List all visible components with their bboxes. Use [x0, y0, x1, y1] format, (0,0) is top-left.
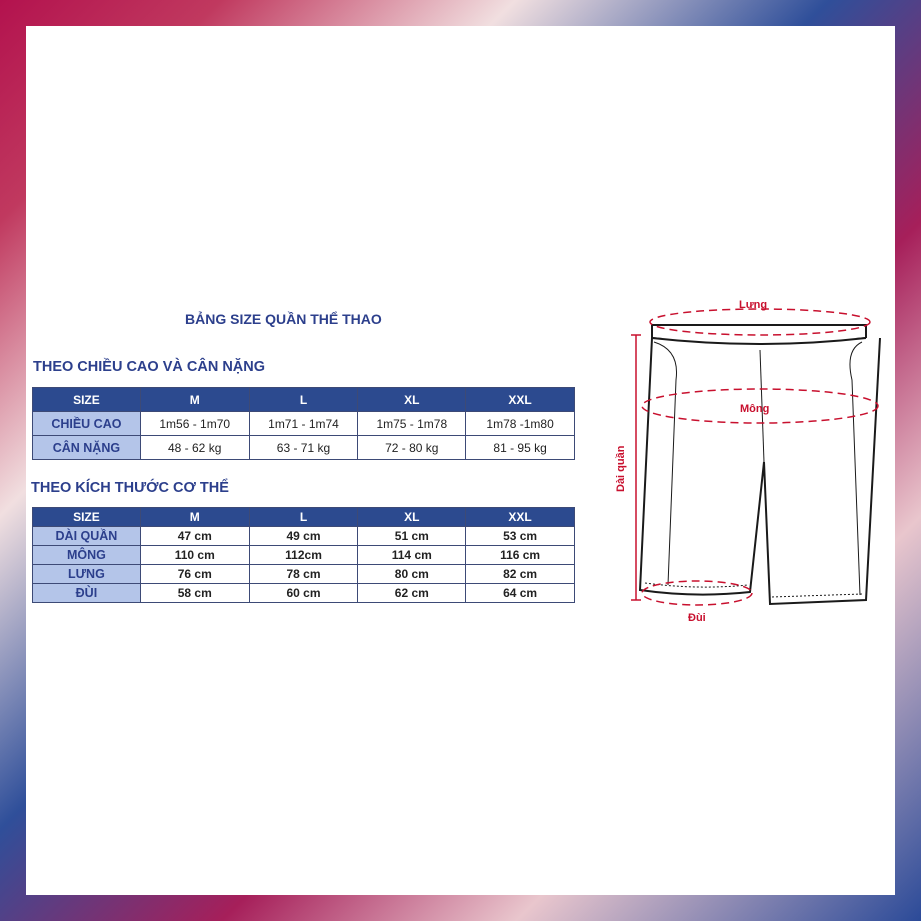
header-cell: XL	[358, 508, 466, 527]
thigh-label: Đùi	[688, 612, 706, 624]
table-cell: 64 cm	[466, 584, 575, 603]
table-cell: 62 cm	[358, 584, 466, 603]
section-height-weight-heading: THEO CHIỀU CAO VÀ CÂN NẶNG	[33, 359, 266, 375]
header-cell: SIZE	[33, 388, 141, 412]
row-label: ĐÙI	[33, 584, 141, 603]
length-label: Dài quần	[615, 445, 627, 492]
header-cell: L	[249, 388, 358, 412]
row-label: MÔNG	[33, 546, 141, 565]
shorts-measurement-diagram	[600, 290, 900, 630]
shorts-outline-icon	[640, 325, 880, 604]
table-row	[33, 412, 575, 436]
table-row	[33, 546, 575, 565]
table-cell: 80 cm	[358, 565, 466, 584]
row-label: LƯNG	[33, 565, 141, 584]
header-cell: M	[140, 388, 249, 412]
table-cell: 112cm	[249, 546, 358, 565]
size-table-height-weight	[32, 387, 575, 460]
size-table-body-measurements	[32, 507, 575, 603]
table-cell: 58 cm	[140, 584, 249, 603]
table-cell: 47 cm	[140, 527, 249, 546]
table-row	[33, 584, 575, 603]
table-cell: 53 cm	[466, 527, 575, 546]
table-cell: 81 - 95 kg	[466, 436, 575, 460]
table-cell: 1m75 - 1m78	[358, 412, 466, 436]
table-cell: 114 cm	[358, 546, 466, 565]
page-title: BẢNG SIZE QUẦN THỂ THAO	[185, 311, 382, 327]
header-cell: XXL	[466, 388, 575, 412]
hip-label: Mông	[740, 403, 770, 415]
row-label: CHIỀU CAO	[33, 412, 141, 436]
table-cell: 1m78 -1m80	[466, 412, 575, 436]
section-body-measurements-heading: THEO KÍCH THƯỚC CƠ THỂ	[31, 480, 229, 496]
table-row	[33, 565, 575, 584]
table-cell: 63 - 71 kg	[249, 436, 358, 460]
row-label: DÀI QUẦN	[33, 527, 141, 546]
table-cell: 51 cm	[358, 527, 466, 546]
table-cell: 76 cm	[140, 565, 249, 584]
table-row	[33, 436, 575, 460]
table-row	[33, 527, 575, 546]
row-label: CÂN NẶNG	[33, 436, 141, 460]
header-cell: XXL	[466, 508, 575, 527]
table-cell: 1m56 - 1m70	[140, 412, 249, 436]
table-cell: 49 cm	[249, 527, 358, 546]
table-cell: 116 cm	[466, 546, 575, 565]
table-cell: 48 - 62 kg	[140, 436, 249, 460]
table-cell: 110 cm	[140, 546, 249, 565]
table-cell: 60 cm	[249, 584, 358, 603]
header-cell: L	[249, 508, 358, 527]
table-cell: 72 - 80 kg	[358, 436, 466, 460]
table-cell: 1m71 - 1m74	[249, 412, 358, 436]
header-cell: XL	[358, 388, 466, 412]
table-header-row	[33, 388, 575, 412]
waist-label: Lưng	[739, 299, 768, 311]
table-cell: 82 cm	[466, 565, 575, 584]
header-cell: SIZE	[33, 508, 141, 527]
header-cell: M	[140, 508, 249, 527]
table-cell: 78 cm	[249, 565, 358, 584]
table-header-row	[33, 508, 575, 527]
